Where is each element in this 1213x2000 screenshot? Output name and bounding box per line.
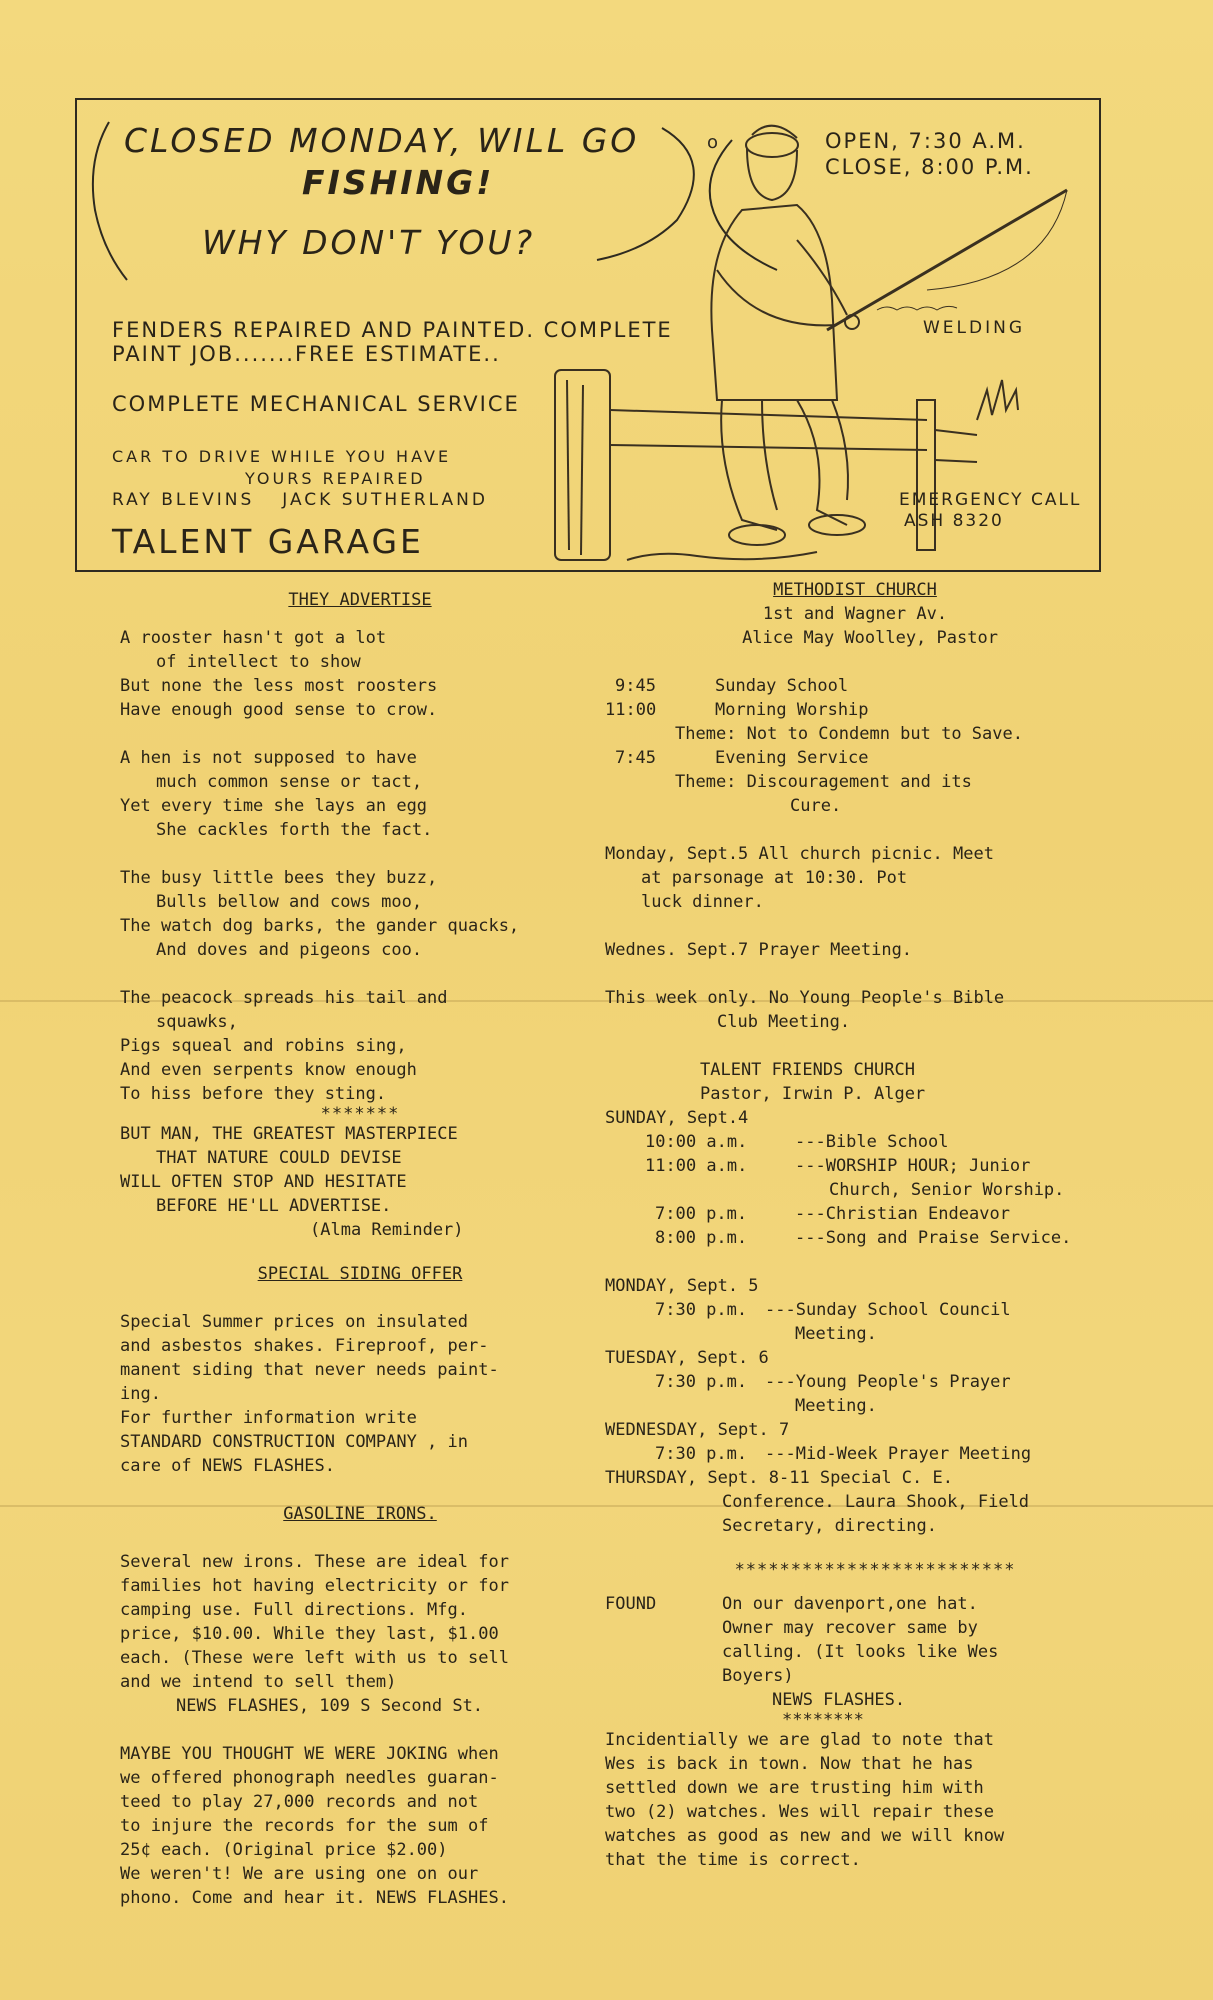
fenders-line-2: PAINT JOB.......FREE ESTIMATE.. [112,342,501,366]
thursday-line: Conference. Laura Shook, Field [722,1492,1030,1512]
poem-stanza-1 [120,626,600,722]
text-line: On our davenport,one hat. [722,1594,978,1614]
found-notice [605,1592,1105,1728]
found-label: FOUND [605,1594,657,1614]
schedule-row [605,1442,1105,1466]
wes-notice [605,1728,1105,1872]
text-line: price, $10.00. While they last, $1.00 [120,1624,499,1644]
fenders-line-1: FENDERS REPAIRED AND PAINTED. COMPLETE [112,318,673,342]
service-row [605,746,1105,770]
text-line: luck dinner. [641,892,764,912]
tuesday-heading: TUESDAY, Sept. 6 [605,1348,769,1368]
text-line: that the time is correct. [605,1850,861,1870]
text-line: STANDARD CONSTRUCTION COMPANY , in [120,1432,468,1452]
text-line: families hot having electricity or for [120,1576,509,1596]
theme-line: Theme: Discouragement and its [675,772,972,792]
text-line: watches as good as new and we will know [605,1826,1005,1846]
text-line: Boyers) [722,1666,794,1686]
text-line: 25¢ each. (Original price $2.00) [120,1840,448,1860]
poem-line: But none the less most roosters [120,676,438,696]
schedule-event-cont: Church, Senior Worship. [829,1180,1065,1200]
thursday-line: Secretary, directing. [722,1516,937,1536]
schedule-event-cont: Meeting. [795,1324,877,1344]
welding-service: WELDING [923,318,1026,338]
schedule-event-cont: Meeting. [795,1396,877,1416]
svg-text:o: o [707,132,719,153]
star-divider: ************************* [734,1560,1016,1580]
schedule-row [605,1298,1105,1322]
siding-title: SPECIAL SIDING OFFER [257,1264,463,1284]
text-line: This week only. No Young People's Bible [605,988,1005,1008]
text-line: and we intend to sell them) [120,1672,397,1692]
mechanical-service: COMPLETE MECHANICAL SERVICE [112,392,520,416]
text-line: two (2) watches. Wes will repair these [605,1802,994,1822]
open-hours: OPEN, 7:30 A.M. [825,129,1026,153]
text-line: ing. [120,1384,161,1404]
car-line-1: CAR TO DRIVE WHILE YOU HAVE [112,447,452,466]
text-line: phono. Come and hear it. NEWS FLASHES. [120,1888,509,1908]
text-line: Wes is back in town. Now that he has [605,1754,974,1774]
theme-line: Theme: Not to Condemn but to Save. [675,724,1023,744]
poem-line: Have enough good sense to crow. [120,700,438,720]
schedule-event: ---Sunday School Council [765,1300,1011,1320]
schedule-event: ---Bible School [795,1132,949,1152]
owner-1: RAY BLEVINS [112,490,255,510]
poem-line: BEFORE HE'LL ADVERTISE. [156,1196,392,1216]
text-line: care of NEWS FLASHES. [120,1456,335,1476]
methodist-pastor: Alice May Woolley, Pastor [742,628,998,648]
text-line: to injure the records for the sum of [120,1816,489,1836]
garage-name: TALENT GARAGE [112,522,424,561]
loaner-car [112,446,451,490]
schedule-row [605,1202,1105,1226]
text-line: Several new irons. These are ideal for [120,1552,509,1572]
service-name: Sunday School [715,676,849,696]
owner-names [112,490,488,510]
siding-body [120,1310,600,1478]
poem-line: And even serpents know enough [120,1060,417,1080]
text-line: Owner may recover same by [722,1618,978,1638]
schedule-time: 7:30 p.m. [655,1372,748,1392]
right-column [605,578,1105,1872]
poem-line: The busy little bees they buzz, [120,868,438,888]
text-line: MAYBE YOU THOUGHT WE WERE JOKING when [120,1744,499,1764]
poem-line: A hen is not supposed to have [120,748,417,768]
schedule-event: ---Song and Praise Service. [795,1228,1072,1248]
emergency-line-1: EMERGENCY CALL [899,490,1082,510]
service-name: Morning Worship [715,700,869,720]
text-line: Incidentially we are glad to note that [605,1730,994,1750]
text-line: Monday, Sept.5 All church picnic. Meet [605,844,994,864]
headline-line-2: FISHING! [302,163,495,202]
headline-line-1: CLOSED MONDAY, WILL GO [124,121,640,160]
phonograph-notice [120,1742,600,1910]
poem-source: (Alma Reminder) [310,1220,464,1240]
poem-line: squawks, [156,1012,238,1032]
methodist-address: 1st and Wagner Av. [762,604,948,624]
poem-line: To hiss before they sting. [120,1084,387,1104]
sunday-heading: SUNDAY, Sept.4 [605,1108,749,1128]
poem-line: THAT NATURE COULD DEVISE [156,1148,402,1168]
star-divider: ******** [782,1710,864,1730]
irons-signature: NEWS FLASHES, 109 S Second St. [176,1696,484,1716]
advertise-title: THEY ADVERTISE [288,590,432,610]
schedule-time: 10:00 a.m. [645,1132,748,1152]
found-body [722,1592,998,1728]
schedule-event: ---Young People's Prayer [765,1372,1011,1392]
star-divider: ******* [320,1104,400,1124]
irons-body [120,1550,600,1718]
poem-line: of intellect to show [156,652,361,672]
emergency-call [899,490,1081,532]
poem-stanza-3 [120,866,600,962]
service-time: 11:00 [605,700,657,720]
schedule-row [605,1130,1105,1154]
garage-advertisement [75,98,1101,572]
poem-line: The peacock spreads his tail and [120,988,448,1008]
close-hours: CLOSE, 8:00 P.M. [825,155,1034,179]
text-line: camping use. Full directions. Mfg. [120,1600,468,1620]
schedule-event: ---Christian Endeavor [795,1204,1010,1224]
emergency-phone: ASH 8320 [904,511,1004,531]
schedule-row [605,1154,1105,1178]
poem-stanza-5 [120,1122,600,1242]
text-line: For further information write [120,1408,417,1428]
poem-line: Yet every time she lays an egg [120,796,428,816]
poem-line: BUT MAN, THE GREATEST MASTERPIECE [120,1124,458,1144]
schedule-row [605,1226,1105,1250]
thursday-line: THURSDAY, Sept. 8-11 Special C. E. [605,1468,953,1488]
service-time: 7:45 [615,748,656,768]
poem-line: much common sense or tact, [156,772,423,792]
schedule-time: 11:00 a.m. [645,1156,748,1176]
text-line: teed to play 27,000 records and not [120,1792,479,1812]
schedule-row [605,1370,1105,1394]
wednesday-heading: WEDNESDAY, Sept. 7 [605,1420,790,1440]
theme-line: Cure. [790,796,842,816]
methodist-title: METHODIST CHURCH [773,580,937,600]
friends-title: TALENT FRIENDS CHURCH [700,1060,915,1080]
irons-title: GASOLINE IRONS. [283,1504,437,1524]
poem-line: She cackles forth the fact. [156,820,433,840]
schedule-event: ---WORSHIP HOUR; Junior [795,1156,1031,1176]
text-line: We weren't! We are using one on our [120,1864,479,1884]
schedule-time: 7:00 p.m. [655,1204,748,1224]
text-line: at parsonage at 10:30. Pot [641,868,908,888]
monday-heading: MONDAY, Sept. 5 [605,1276,759,1296]
text-line: we offered phonograph needles guaran- [120,1768,499,1788]
poem-stanza-4 [120,986,600,1106]
poem-line: And doves and pigeons coo. [156,940,423,960]
poem-line: Bulls bellow and cows moo, [156,892,423,912]
car-line-2: YOURS REPAIRED [245,469,426,488]
schedule-time: 7:30 p.m. [655,1444,748,1464]
schedule-event: ---Mid-Week Prayer Meeting [765,1444,1032,1464]
youth-notice [605,986,1105,1034]
service-name: Evening Service [715,748,869,768]
monday-picnic [605,842,1105,914]
schedule-time: 8:00 p.m. [655,1228,748,1248]
poem-line: A rooster hasn't got a lot [120,628,387,648]
text-line: Club Meeting. [717,1012,851,1032]
text-line: and asbestos shakes. Fireproof, per- [120,1336,489,1356]
poem-line: WILL OFTEN STOP AND HESITATE [120,1172,407,1192]
schedule-time: 7:30 p.m. [655,1300,748,1320]
wednesday-prayer: Wednes. Sept.7 Prayer Meeting. [605,940,913,960]
left-column [120,588,600,1910]
text-line: settled down we are trusting him with [605,1778,984,1798]
service-time: 9:45 [615,676,656,696]
text-line: manent siding that never needs paint- [120,1360,499,1380]
headline-line-3: WHY DON'T YOU? [202,223,536,262]
poem-line: The watch dog barks, the gander quacks, [120,916,520,936]
poem-line: Pigs squeal and robins sing, [120,1036,407,1056]
text-line: each. (These were left with us to sell [120,1648,509,1668]
poem-stanza-2 [120,746,600,842]
text-line: Special Summer prices on insulated [120,1312,468,1332]
service-row [605,674,1105,698]
service-row [605,698,1105,722]
found-signature: NEWS FLASHES. [772,1690,906,1710]
friends-pastor: Pastor, Irwin P. Alger [700,1084,926,1104]
owner-2: JACK SUTHERLAND [282,490,488,510]
fenders-service [112,318,673,366]
text-line: calling. (It looks like Wes [722,1642,999,1662]
